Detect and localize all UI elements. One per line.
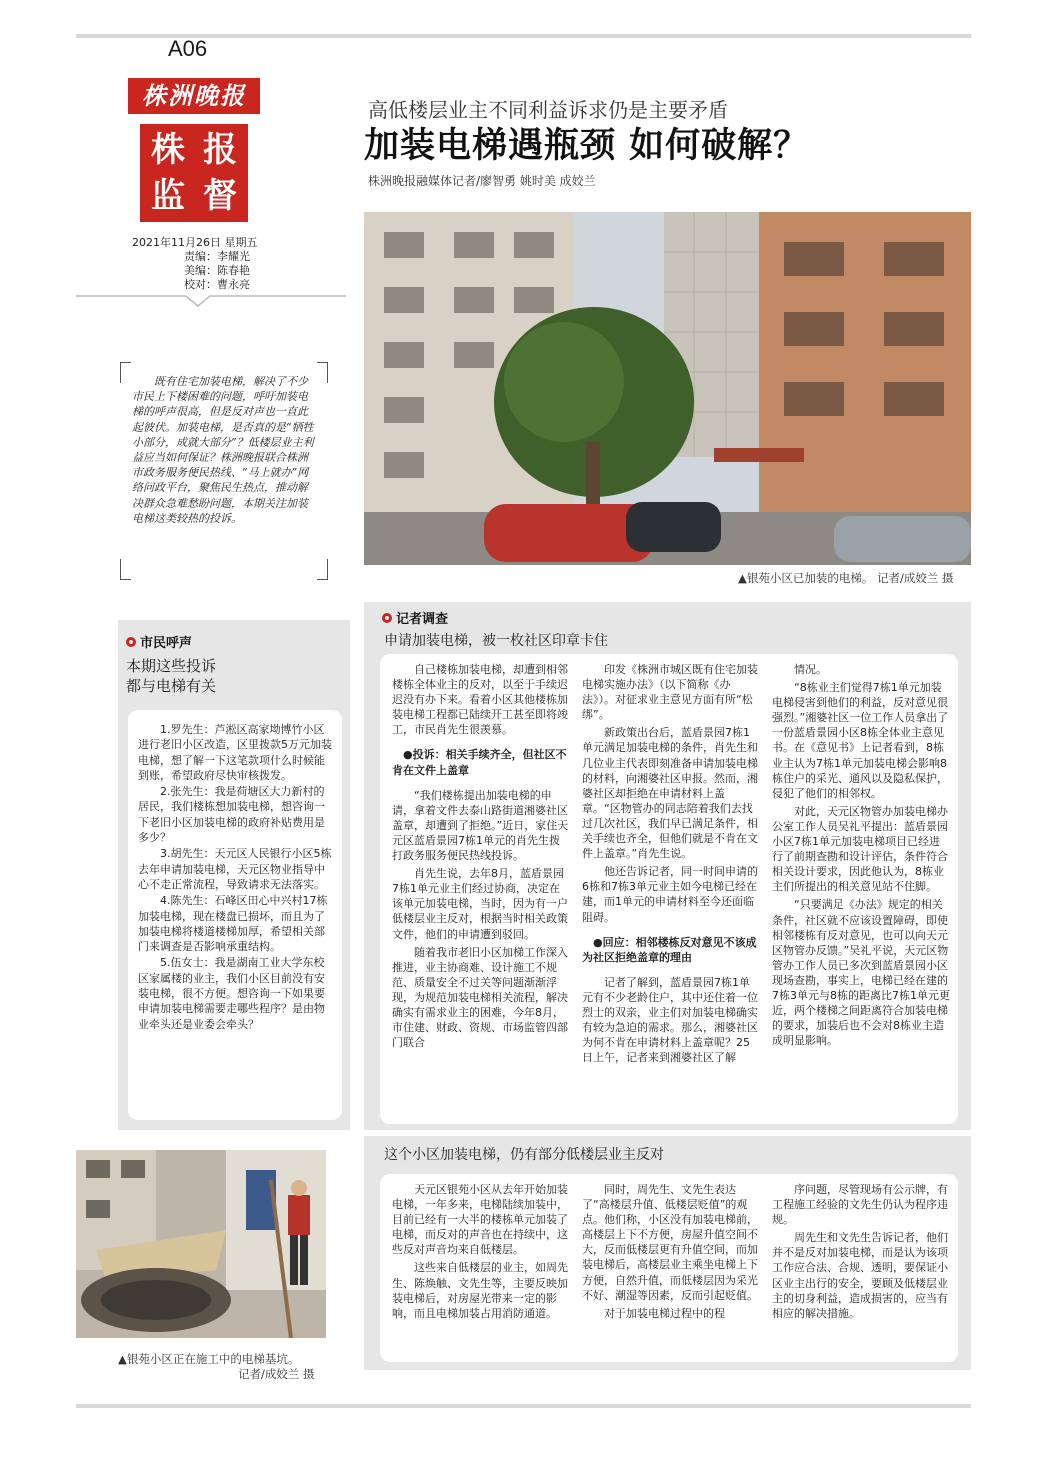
paragraph: 天元区银苑小区从去年开始加装电梯，一年多来，电梯陆续加装中，目前已经有一大半的楼栋单元加装了电梯，而反对的声音也在持续中，这些反对声音均来自低楼层。 (392, 1183, 568, 1257)
article-column (772, 1182, 950, 1324)
intro-box (120, 362, 328, 580)
paragraph: 自己楼栋加装电梯，却遭到相邻楼栋全体业主的反对，以至于手续迟迟没有办下来。看着小区其他楼栋加装电梯工程都已陆续开工甚至即将竣工，市民肖先生很羡慕。 (392, 663, 568, 737)
paragraph: ●投诉：相关手续齐全，但社区不肯在文件上盖章 (392, 748, 567, 777)
investigation-heading: 申请加装电梯，被一枚社区印章卡住 (384, 633, 608, 649)
voices-section-label: 市民呼声 (126, 632, 192, 651)
bottom-rule (76, 1404, 971, 1408)
complaints-list (138, 722, 334, 1033)
complaints-box (128, 710, 342, 1120)
editor: 责编：李耀光 (184, 250, 250, 263)
elevator-photo (364, 212, 971, 565)
top-rule (76, 34, 971, 38)
voices-heading: 本期这些投诉 都与电梯有关 (126, 657, 217, 695)
list-item: 5.伍女士：我是湖南工业大学东校区家属楼的业主，我们小区目前没有安装电梯，很不方便。想咨询一下如果要申请加装电梯需要走哪些程序？是由物业牵头还是业委会牵头？ (138, 956, 325, 1031)
bracket-corner (317, 559, 328, 580)
seal-char: 报 (203, 130, 237, 170)
bottom-photo-caption: ▲银苑小区正在施工中的电梯基坑。 记者/成姣兰 摄 (118, 1352, 315, 1381)
list-item: 4.陈先生：石峰区田心中兴村17栋加装电梯，现在楼盘已损坏，而且为了加装电梯将楼道楼梯加厚，希望相关部门来调查是否影响承重结构。 (138, 894, 328, 954)
paragraph: 对此，天元区物管办加装电梯办公室工作人员吴礼平提出：蓝盾景园小区7栋1单元加装电梯项目已经进行了前期查勘和设计评估，条件符合相关设计要求，因此他认为，8栋业主们所提出的相关意见站不住脚。 (772, 804, 948, 894)
masthead-logo: 株洲晚报 (128, 78, 260, 114)
headline-title: 加装电梯遇瓶颈 如何破解？ (364, 126, 810, 166)
paragraph: 记者了解到，蓝盾景园7栋1单元有不少老龄住户，其中还住着一位烈士的双亲，业主们对加装电梯确实有较为急迫的需求。那么，湘婆社区为何不肯在申请材料上盖章呢？25日上午，记者来到湘婆社区了解 (582, 975, 758, 1065)
seal-char: 监 (151, 176, 185, 216)
seal-char: 株 (151, 130, 185, 170)
art-editor: 美编：陈春艳 (184, 264, 250, 277)
paragraph: ●回应：相邻楼栋反对意见不该成为社区拒绝盖章的理由 (582, 935, 757, 964)
headline-subtitle: 高低楼层业主不同利益诉求仍是主要矛盾 (368, 98, 728, 122)
meta-divider (76, 294, 346, 310)
list-item: 2.张先生：我是荷塘区大力新村的居民，我们楼栋想加装电梯，想咨询一下老旧小区加装电梯的政府补贴费用是多少？ (138, 785, 325, 845)
bullet-icon (126, 637, 136, 647)
construction-photo (76, 1150, 326, 1338)
investigation-panel (364, 602, 971, 1130)
article-column (582, 1182, 760, 1324)
seal-char: 督 (203, 176, 237, 216)
investigation-article (380, 654, 958, 1124)
list-item: 1.罗先生：芦淞区高家坳博竹小区进行老旧小区改造，区里拨款5万元加装电梯，想了解一下这笔款项什么时候能到账，希望政府尽快审核拨发。 (138, 723, 332, 782)
second-article-heading: 这个小区加装电梯，仍有部分低楼层业主反对 (384, 1147, 664, 1163)
paragraph: 情况。 (794, 663, 827, 676)
bracket-corner (120, 362, 131, 383)
second-article-panel (364, 1136, 971, 1370)
article-column (582, 662, 760, 1068)
paragraph: 新政策出台后，蓝盾景园7栋1单元满足加装电梯的条件，肖先生和几位业主代表即刻准备申请加装电梯的材料，向湘婆社区申报。然而，湘婆社区却拒绝在申请材料上盖章。“区物管办的同志陪着我们去找过几次社区，我们早已满足条件，相关手续也齐全，但他们就是不肯在文件上盖章。”肖先生说。 (582, 726, 758, 861)
proofreader: 校对：曹永亮 (184, 278, 250, 291)
citizen-voices-panel (118, 620, 350, 1130)
byline: 株洲晚报融媒体记者/廖智勇 姚时美 成姣兰 (368, 174, 596, 188)
intro-text: 既有住宅加装电梯，解决了不少市民上下楼困难的问题，呼吁加装电梯的呼声很高，但是反对声也一直此起彼伏。加装电梯，是否真的是“牺牲小部分，成就大部分”？低楼层业主利益应当如何保证？株洲晚报联合株洲市政务服务便民热线、“马上就办”网络问政平台，聚焦民生热点，推动解决群众急难愁盼问题，本期关注加装电梯这类较热的投诉。 (132, 375, 314, 525)
paragraph: 肖先生说，去年8月，蓝盾景园7栋1单元业主们经过协商，决定在该单元加装电梯，当时，因为有一户低楼层业主反对，根据当时相关政策文件，他们的申请遭到驳回。 (392, 867, 568, 941)
top-photo-caption: ▲银苑小区已加装的电梯。 记者/成姣兰 摄 (738, 571, 954, 585)
second-article (380, 1174, 958, 1362)
article-column (772, 662, 950, 1051)
paragraph: 周先生和文先生告诉记者，他们并不是反对加装电梯，而是认为该项工作应合法、合规、透明，要保证小区业主出行的安全，要顾及低楼层业主的切身利益，造成损害的，应当有相应的解决措施。 (772, 1231, 948, 1320)
paragraph: “只要满足《办法》规定的相关条件，社区就不应该设置障碍，即使相邻楼栋有反对意见，也可以向天元区物管办反馈。”吴礼平说，天元区物管办工作人员已多次到蓝盾景园小区现场查勘，事实上，电梯已经在建的7栋3单元与8栋的距离比7栋1单元更近，两个楼梯之间距离符合加装电梯的要求，加装后也不会对8栋业主造成明显影响。 (772, 898, 950, 1048)
supervision-seal (140, 124, 248, 222)
paragraph: 序问题，尽管现场有公示牌，有工程施工经验的文先生仍认为程序违规。 (772, 1183, 948, 1227)
paragraph: “我们楼栋提出加装电梯的申请，拿着文件去泰山路街道湘婆社区盖章，却遭到了拒绝。”近日，家住天元区蓝盾景园7栋1单元的肖先生拨打政务服务便民热线投诉。 (392, 788, 569, 863)
bracket-corner (120, 559, 131, 580)
article-column (392, 1182, 570, 1324)
paragraph: 这些来自低楼层的业主，如周先生、陈焕触、文先生等，主要反映加装电梯后，对房屋光带来一定的影响，而且电梯加装占用消防通道。 (392, 1261, 568, 1320)
issue-date: 2021年11月26日 星期五 (132, 236, 258, 249)
page-number: A06 (168, 36, 208, 61)
investigation-section-label: 记者调查 (382, 608, 448, 627)
bullet-icon (382, 613, 392, 623)
list-item: 3.胡先生：天元区人民银行小区5栋去年申请加装电梯，天元区物业指导中心不走正常流程，导致请求无法落实。 (138, 847, 332, 891)
bracket-corner (317, 362, 328, 383)
paragraph: 对于加装电梯过程中的程 (604, 1306, 725, 1320)
paragraph: 随着我市老旧小区加梯工作深入推进，业主协商难、设计施工不规范、质量安全不过关等问题渐渐浮现，为规范加装电梯相关流程，解决确实有需求业主的困难，今年8月，市住建、财政、资规、市场监管四部门联合 (392, 945, 568, 1050)
paragraph: 他还告诉记者，同一时间申请的6栋和7栋3单元业主如今电梯已经在建，而1单元的申请材料至今还面临阻碍。 (582, 865, 758, 924)
article-column (392, 662, 570, 1053)
page-meta (132, 236, 258, 292)
paragraph: 同时，周先生、文先生表达了“高楼层升值、低楼层贬值”的观点。他们称，小区没有加装电梯前，高楼层上下不方便，房屋升值空间不大，反而低楼层更有升值空间，而加装电梯后，高楼层业主乘坐电梯上下方便，自然升值，而低楼层因为采光不好、潮湿等因素，反而引起贬值。 (582, 1183, 758, 1302)
paragraph: “8栋业主们觉得7栋1单元加装电梯侵害到他们的利益，反对意见很强烈。”湘婆社区一位工作人员拿出了一份蓝盾景园小区8栋全体业主意见书。在《意见书》上记者看到，8栋业主认为7栋1单元加装电梯会影响8栋住户的采光、通风以及隐私保护，侵犯了他们的相邻权。 (772, 681, 949, 800)
paragraph: 印发《株洲市城区既有住宅加装电梯实施办法》（以下简称《办法》）。对征求业主意见方面有所“松绑”。 (582, 663, 758, 722)
